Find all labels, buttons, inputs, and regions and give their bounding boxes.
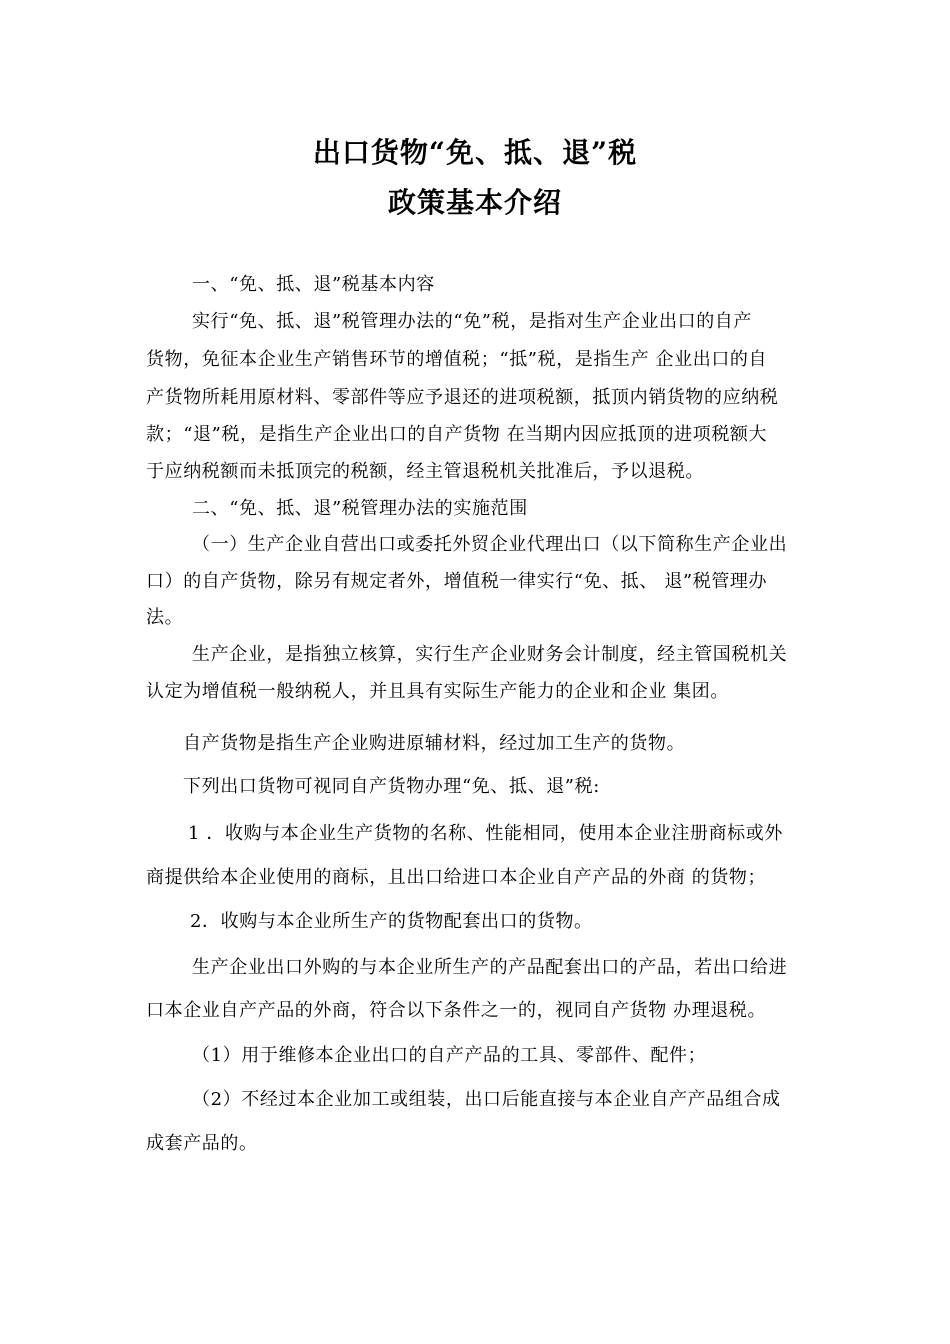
list-item-1-line-2: 商提供给本企业使用的商标，且出口给进口本企业自产产品的外商 的货物；: [146, 867, 767, 888]
paragraph-2-line-1: （一）生产企业自营出口或委托外贸企业代理出口（以下简称生产企业出: [192, 534, 788, 555]
paragraph-6-line-1: 生产企业出口外购的与本企业所生产的产品配套出口的产品，若出口给进: [192, 957, 788, 978]
document-title-line-2: 政策基本介绍: [387, 186, 562, 219]
condition-2-line-2: 成套产品的。: [146, 1133, 258, 1154]
condition-1: （1）用于维修本企业出口的自产产品的工具、零部件、配件；: [192, 1045, 707, 1066]
paragraph-6-line-2: 口本企业自产产品的外商，符合以下条件之一的，视同自产货物 办理退税。: [146, 1000, 767, 1021]
paragraph-5: 下列出口货物可视同自产货物办理“免、抵、退”税:: [183, 776, 600, 797]
paragraph-2-line-3: 法。: [146, 607, 184, 628]
section-heading-1: 一、“免、抵、退”税基本内容: [192, 274, 435, 295]
condition-2-line-1: （2）不经过本企业加工或组装，出口后能直接与本企业自产产品组合成: [192, 1089, 781, 1110]
paragraph-1-line-4: 款；“退”税，是指生产企业出口的自产货物 在当期内因应抵顶的进项税额大: [146, 424, 768, 445]
section-heading-2: 二、“免、抵、退”税管理办法的实施范围: [192, 498, 528, 519]
paragraph-3-line-2: 认定为增值税一般纳税人，并且具有实际生产能力的企业和企业 集团。: [146, 681, 729, 702]
paragraph-4: 自产货物是指生产企业购进原辅材料，经过加工生产的货物。: [183, 733, 686, 754]
paragraph-1-line-2: 货物，免征本企业生产销售环节的增值税；“抵”税，是指生产 企业出口的自: [146, 349, 768, 370]
paragraph-3-line-1: 生产企业，是指独立核算，实行生产企业财务会计制度，经主管国税机关: [192, 644, 788, 665]
paragraph-1-line-3: 产货物所耗用原材料、零部件等应予退还的进项税额，抵顶内销货物的应纳税: [146, 387, 779, 408]
paragraph-1-line-1: 实行“免、抵、退”税管理办法的“免”税，是指对生产企业出口的自产: [192, 311, 753, 332]
list-item-2: 2．收购与本企业所生产的货物配套出口的货物。: [190, 911, 593, 932]
list-item-1-line-1: 1 ．收购与本企业生产货物的名称、性能相同，使用本企业注册商标或外: [188, 823, 783, 844]
document-title-line-1: 出口货物“免、抵、退”税: [312, 136, 638, 169]
paragraph-2-line-2: 口）的自产货物，除另有规定者外，增值税一律实行“免、抵、 退”税管理办: [146, 571, 768, 592]
paragraph-1-line-5: 于应纳税额而未抵顶完的税额，经主管退税机关批准后，予以退税。: [146, 461, 704, 482]
